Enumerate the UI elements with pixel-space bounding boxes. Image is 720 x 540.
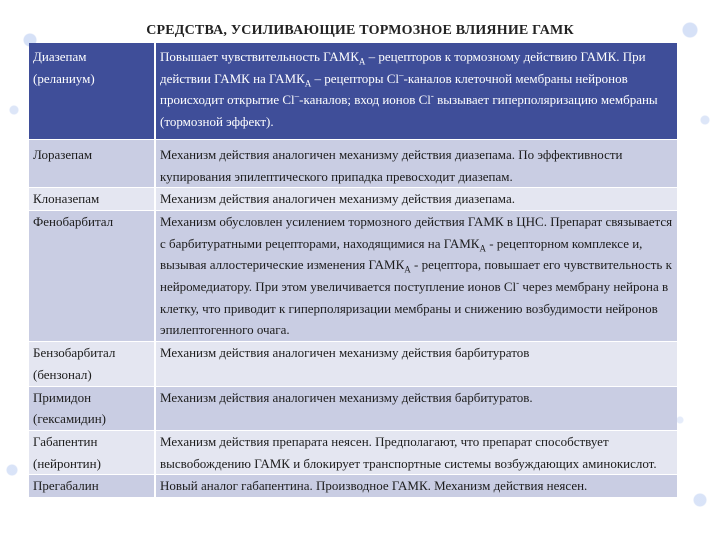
mechanism-cell xyxy=(155,475,677,498)
table-row xyxy=(29,430,677,474)
drug-name-cell xyxy=(29,43,155,139)
drugs-table xyxy=(29,43,677,498)
mechanism-cell xyxy=(155,139,677,187)
drug-synonym: (бензонал) xyxy=(33,366,92,382)
drug-name: Габапентин xyxy=(33,433,98,449)
drug-name-cell xyxy=(29,188,155,211)
drug-name: Примидон xyxy=(33,389,92,405)
drug-name-cell xyxy=(29,430,155,474)
mechanism-text: Новый аналог габапентина. Производное ГАМК. Механизм действия неясен. xyxy=(160,478,588,494)
drug-name: Лоразепам xyxy=(33,146,93,162)
drug-name-cell xyxy=(29,386,155,430)
table-row xyxy=(29,210,677,341)
drug-synonym: (гексамидин) xyxy=(33,411,106,427)
slide-title: СРЕДСТВА, УСИЛИВАЮЩИЕ ТОРМОЗНОЕ ВЛИЯНИЕ ГАМК xyxy=(146,23,574,38)
table-row xyxy=(29,386,677,430)
drug-synonym: (нейронтин) xyxy=(33,455,101,471)
drug-name: Прегабалин xyxy=(33,478,99,494)
mechanism-text: Механизм действия аналогичен механизму действия барбитуратов. xyxy=(160,389,533,405)
drug-name: Клоназепам xyxy=(33,191,100,207)
mechanism-text: - рецептора, повышает его чувствительность к нейромедиатору. При этом увеличивается поступление ионов Cl xyxy=(160,257,672,295)
table-row xyxy=(29,475,677,498)
mechanism-text: Повышает чувствительность ГАМК xyxy=(160,49,359,64)
mechanism-text: Механизм действия аналогичен механизму действия диазепама. xyxy=(160,191,515,207)
superscript: - xyxy=(430,91,434,102)
mechanism-text: Механизм обусловлен усилением тормозного действия ГАМК в ЦНС. Препарат связывается с барбитуратными рецепторами, находящимися на ГАМК xyxy=(160,213,673,251)
mechanism-text: через мембрану нейрона в клетку, что приводит к гиперполяризации мембраны и снижению возбудимости нейронов эпилептогенного очага. xyxy=(160,279,669,338)
subscript: A xyxy=(404,264,411,275)
drug-synonym: (реланиум) xyxy=(33,70,95,86)
superscript: - xyxy=(516,277,520,288)
drug-name-cell xyxy=(29,210,155,341)
mechanism-text: Механизм действия аналогичен механизму действия барбитуратов xyxy=(160,345,530,361)
drug-name: Бензобарбитал xyxy=(33,345,116,361)
mechanism-text: вызывает гиперполяризацию мембраны (тормозной эффект). xyxy=(160,92,658,130)
drug-name-cell xyxy=(29,475,155,498)
subscript: A xyxy=(479,243,486,254)
mechanism-cell xyxy=(155,43,677,139)
mechanism-cell xyxy=(155,210,677,341)
superscript: – xyxy=(399,69,404,80)
mechanism-cell xyxy=(155,430,677,474)
mechanism-text: – рецепторов к тормозному действию ГАМК. При действии ГАМК на ГАМК xyxy=(160,49,646,86)
table-row xyxy=(29,139,677,187)
drug-name-cell xyxy=(29,342,155,386)
subscript: A xyxy=(358,56,366,67)
mechanism-text: - рецепторном комплексе и, вызывая аллостерические изменения ГАМК xyxy=(160,235,643,273)
table-row xyxy=(29,342,677,386)
mechanism-cell xyxy=(155,386,677,430)
mechanism-text: Механизм действия препарата неясен. Предполагают, что препарат способствует высвобождению ГАМК и блокирует транспортные системы возбуждающих аминокислот. xyxy=(160,433,657,471)
mechanism-cell xyxy=(155,188,677,211)
subscript: A xyxy=(304,78,312,89)
mechanism-text: -каналов клеточной мембраны нейронов происходит открытие Cl xyxy=(160,70,628,108)
table-row xyxy=(29,43,677,139)
mechanism-text: – рецепторы Cl xyxy=(311,70,399,86)
drug-name-cell xyxy=(29,139,155,187)
drug-name: Фенобарбитал xyxy=(33,213,114,229)
table-row xyxy=(29,188,677,211)
drug-name: Диазепам xyxy=(33,49,87,64)
mechanism-cell xyxy=(155,342,677,386)
mechanism-text: -каналов; вход ионов Cl xyxy=(299,92,431,108)
superscript: – xyxy=(294,91,300,102)
mechanism-text: Механизм действия аналогичен механизму действия диазепама. По эффективности купирования эпилептического припадка превосходит диазепам. xyxy=(160,146,623,184)
